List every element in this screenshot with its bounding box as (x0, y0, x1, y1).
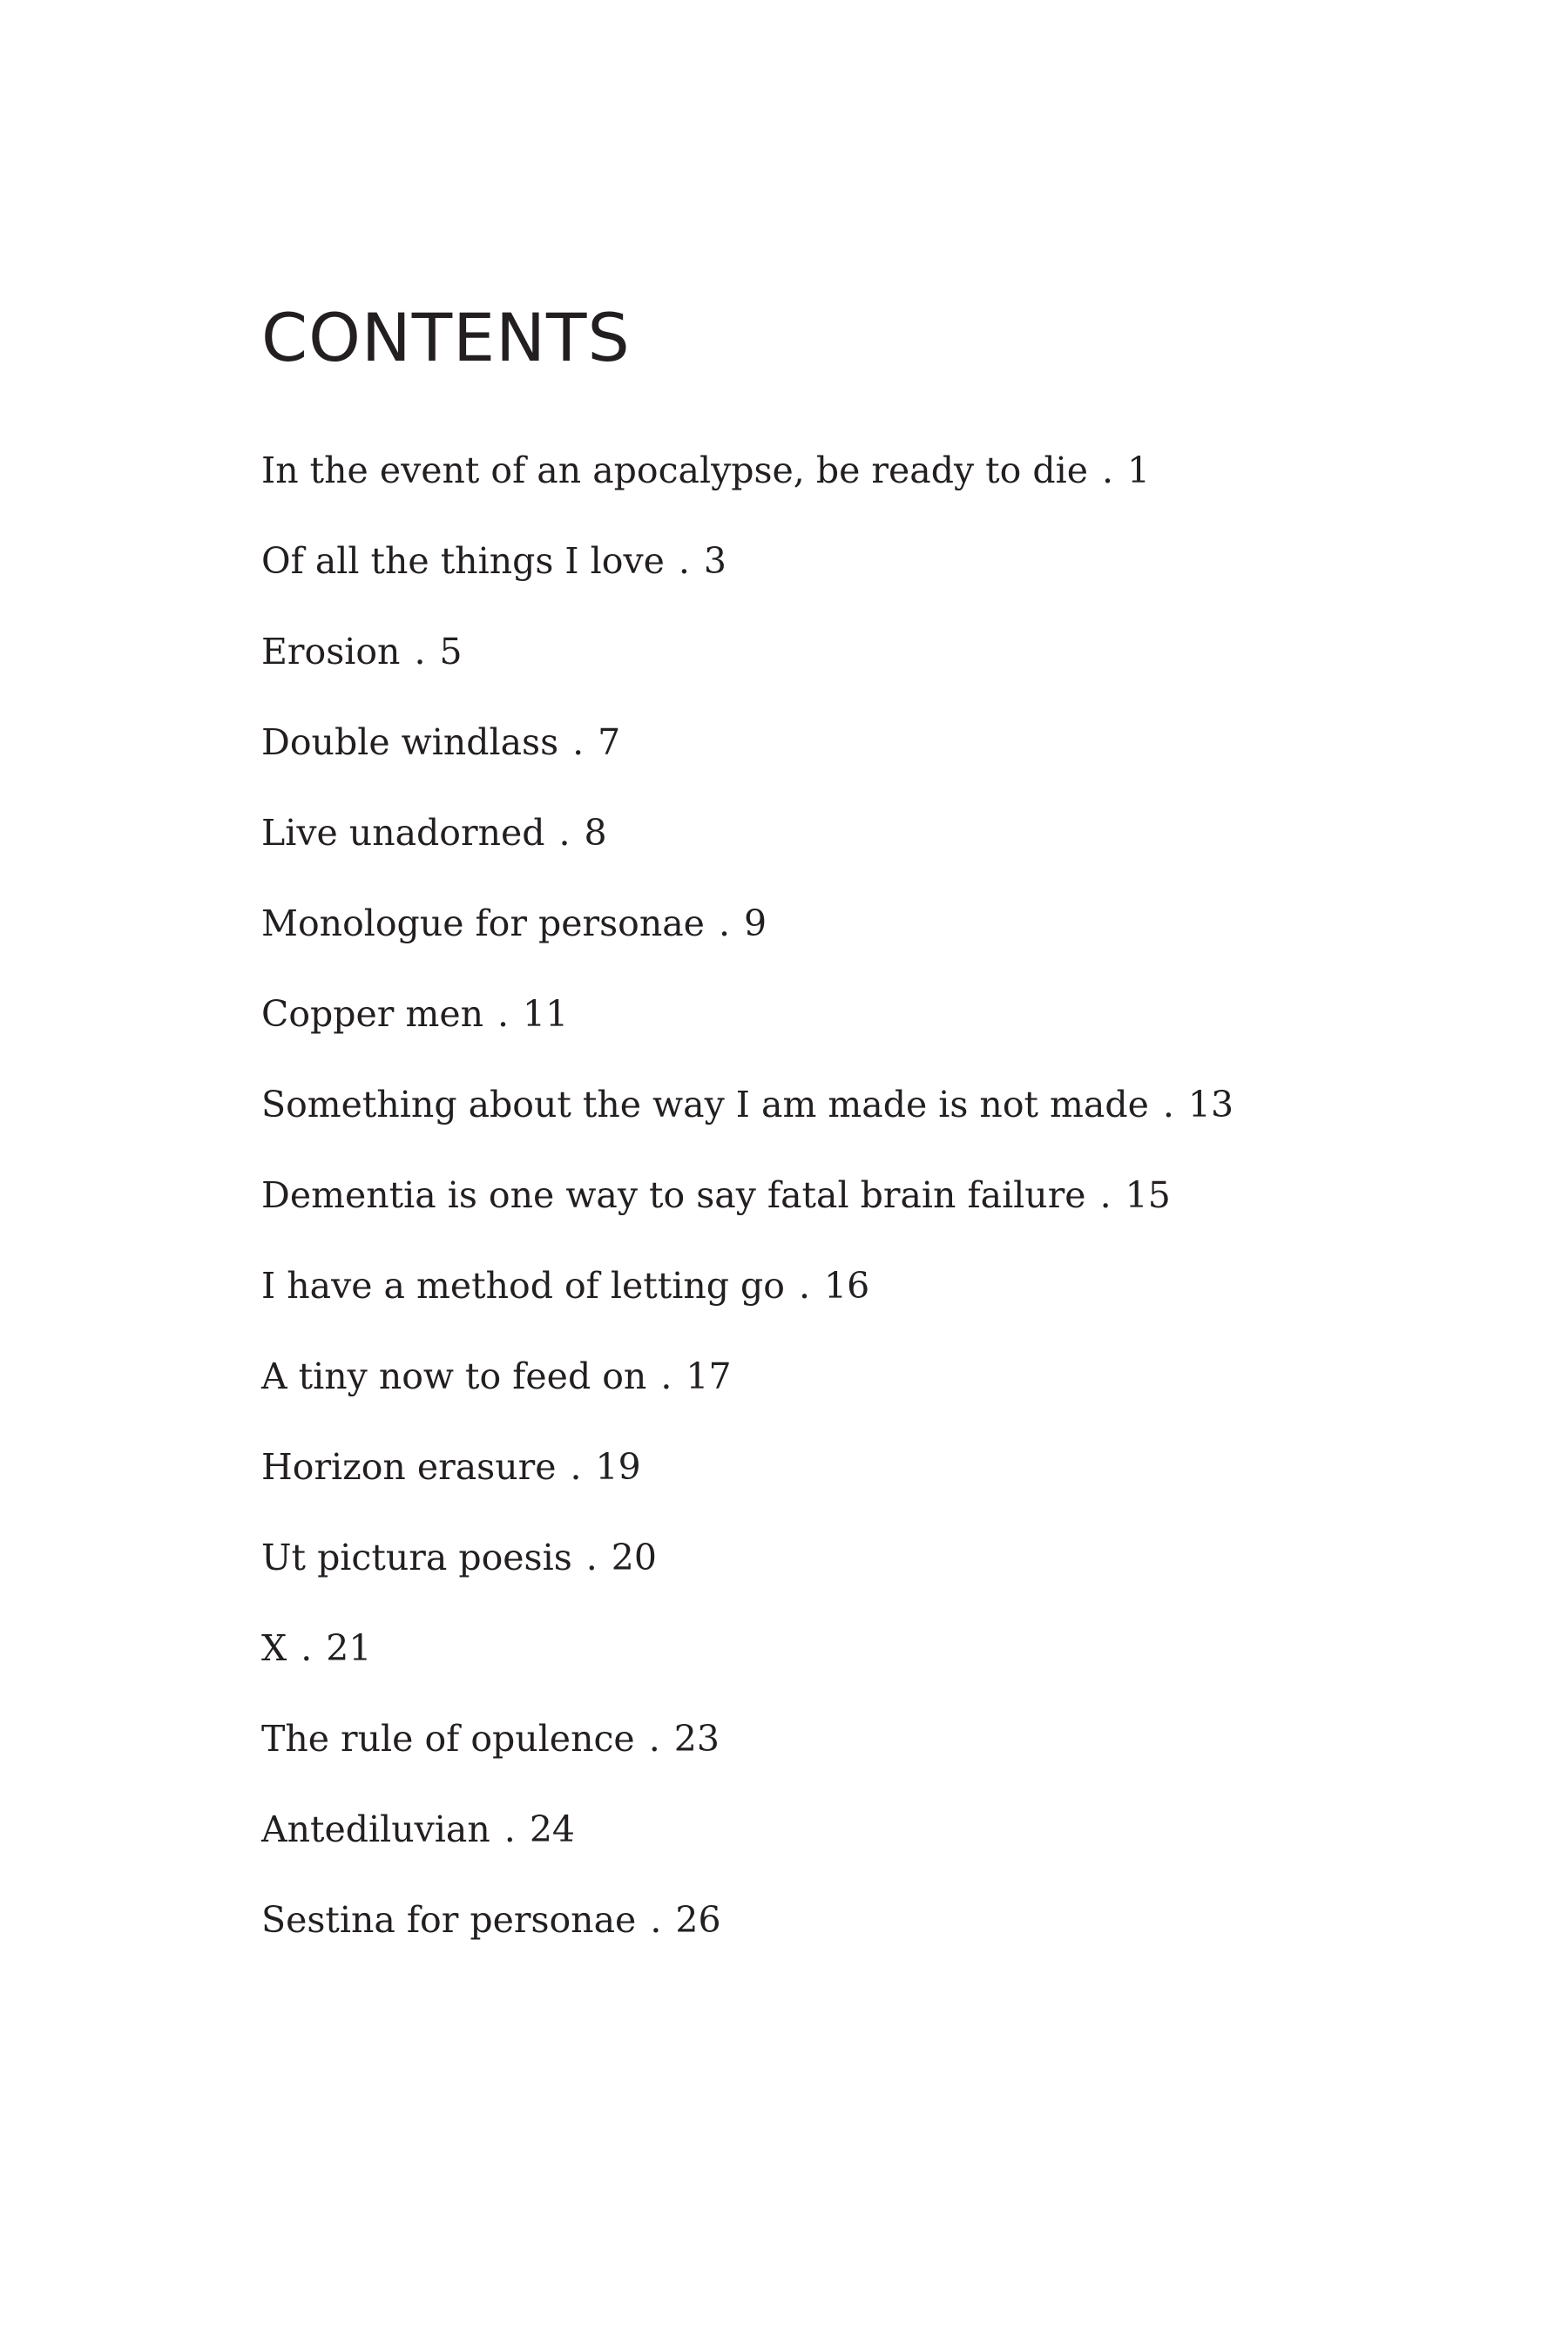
toc-list (261, 444, 1233, 1984)
toc-entry-separator: . (678, 540, 690, 582)
toc-entry-separator: . (558, 812, 571, 854)
toc-entry-page: 3 (703, 540, 727, 582)
toc-entry (261, 1350, 1233, 1441)
toc-entry-separator: . (504, 1808, 516, 1850)
toc-entry (261, 1260, 1233, 1350)
toc-entry-title: Ut pictura poesis (261, 1537, 572, 1578)
toc-entry (261, 625, 1233, 716)
toc-entry (261, 1078, 1233, 1169)
toc-entry-page: 8 (584, 812, 607, 854)
toc-entry (261, 807, 1233, 897)
toc-entry (261, 1894, 1233, 1984)
toc-entry (261, 444, 1233, 535)
toc-entry-title: Erosion (261, 631, 401, 672)
toc-entry-title: Sestina for personae (261, 1899, 637, 1941)
toc-entry-separator: . (497, 993, 510, 1035)
toc-entry (261, 1169, 1233, 1260)
toc-entry-page: 13 (1187, 1084, 1234, 1125)
toc-entry-title: In the event of an apocalypse, be ready to die (261, 449, 1088, 491)
toc-entry-page: 5 (439, 631, 463, 672)
toc-entry-separator: . (570, 1446, 582, 1488)
toc-entry-page: 24 (529, 1808, 575, 1850)
toc-entry-page: 23 (673, 1718, 720, 1760)
toc-entry-page: 20 (611, 1537, 657, 1578)
toc-entry (261, 1803, 1233, 1894)
toc-entry-page: 1 (1127, 449, 1151, 491)
toc-entry (261, 1622, 1233, 1713)
toc-entry-separator: . (660, 1355, 672, 1397)
toc-entry-title: Antediluvian (261, 1808, 490, 1850)
toc-entry-title: Monologue for personae (261, 902, 705, 944)
toc-entry-title: X (261, 1627, 287, 1669)
toc-entry-separator: . (1101, 449, 1114, 491)
toc-entry-separator: . (585, 1537, 598, 1578)
toc-entry-title: Live unadorned (261, 812, 545, 854)
contents-heading: CONTENTS (261, 299, 631, 376)
toc-entry-title: Dementia is one way to say fatal brain failure (261, 1174, 1086, 1216)
toc-entry-separator: . (414, 631, 426, 672)
toc-entry-page: 15 (1125, 1174, 1171, 1216)
toc-entry-title: Copper men (261, 993, 483, 1035)
toc-entry-title: I have a method of letting go (261, 1265, 785, 1307)
toc-entry-page: 26 (675, 1899, 721, 1941)
toc-entry-separator: . (572, 721, 585, 763)
toc-entry-page: 11 (523, 993, 569, 1035)
toc-entry-page: 7 (598, 721, 621, 763)
toc-entry (261, 1441, 1233, 1531)
toc-entry-page: 19 (595, 1446, 641, 1488)
toc-entry-title: The rule of opulence (261, 1718, 635, 1760)
toc-entry-title: Double windlass (261, 721, 559, 763)
toc-entry-separator: . (1099, 1174, 1112, 1216)
toc-entry (261, 535, 1233, 625)
toc-entry-page: 16 (824, 1265, 870, 1307)
toc-entry (261, 716, 1233, 807)
toc-entry-separator: . (650, 1899, 662, 1941)
toc-entry (261, 1531, 1233, 1622)
toc-entry-separator: . (1162, 1084, 1174, 1125)
toc-entry-page: 9 (743, 902, 767, 944)
toc-entry-title: A tiny now to feed on (261, 1355, 647, 1397)
toc-entry-separator: . (718, 902, 730, 944)
toc-entry (261, 897, 1233, 988)
toc-entry-page: 21 (326, 1627, 372, 1669)
toc-entry (261, 1713, 1233, 1803)
toc-entry-title: Something about the way I am made is not made (261, 1084, 1149, 1125)
toc-entry-page: 17 (686, 1355, 732, 1397)
toc-entry-separator: . (301, 1627, 313, 1669)
toc-entry-separator: . (648, 1718, 660, 1760)
toc-entry-separator: . (798, 1265, 810, 1307)
toc-entry-title: Of all the things I love (261, 540, 665, 582)
toc-entry (261, 988, 1233, 1078)
toc-entry-title: Horizon erasure (261, 1446, 557, 1488)
